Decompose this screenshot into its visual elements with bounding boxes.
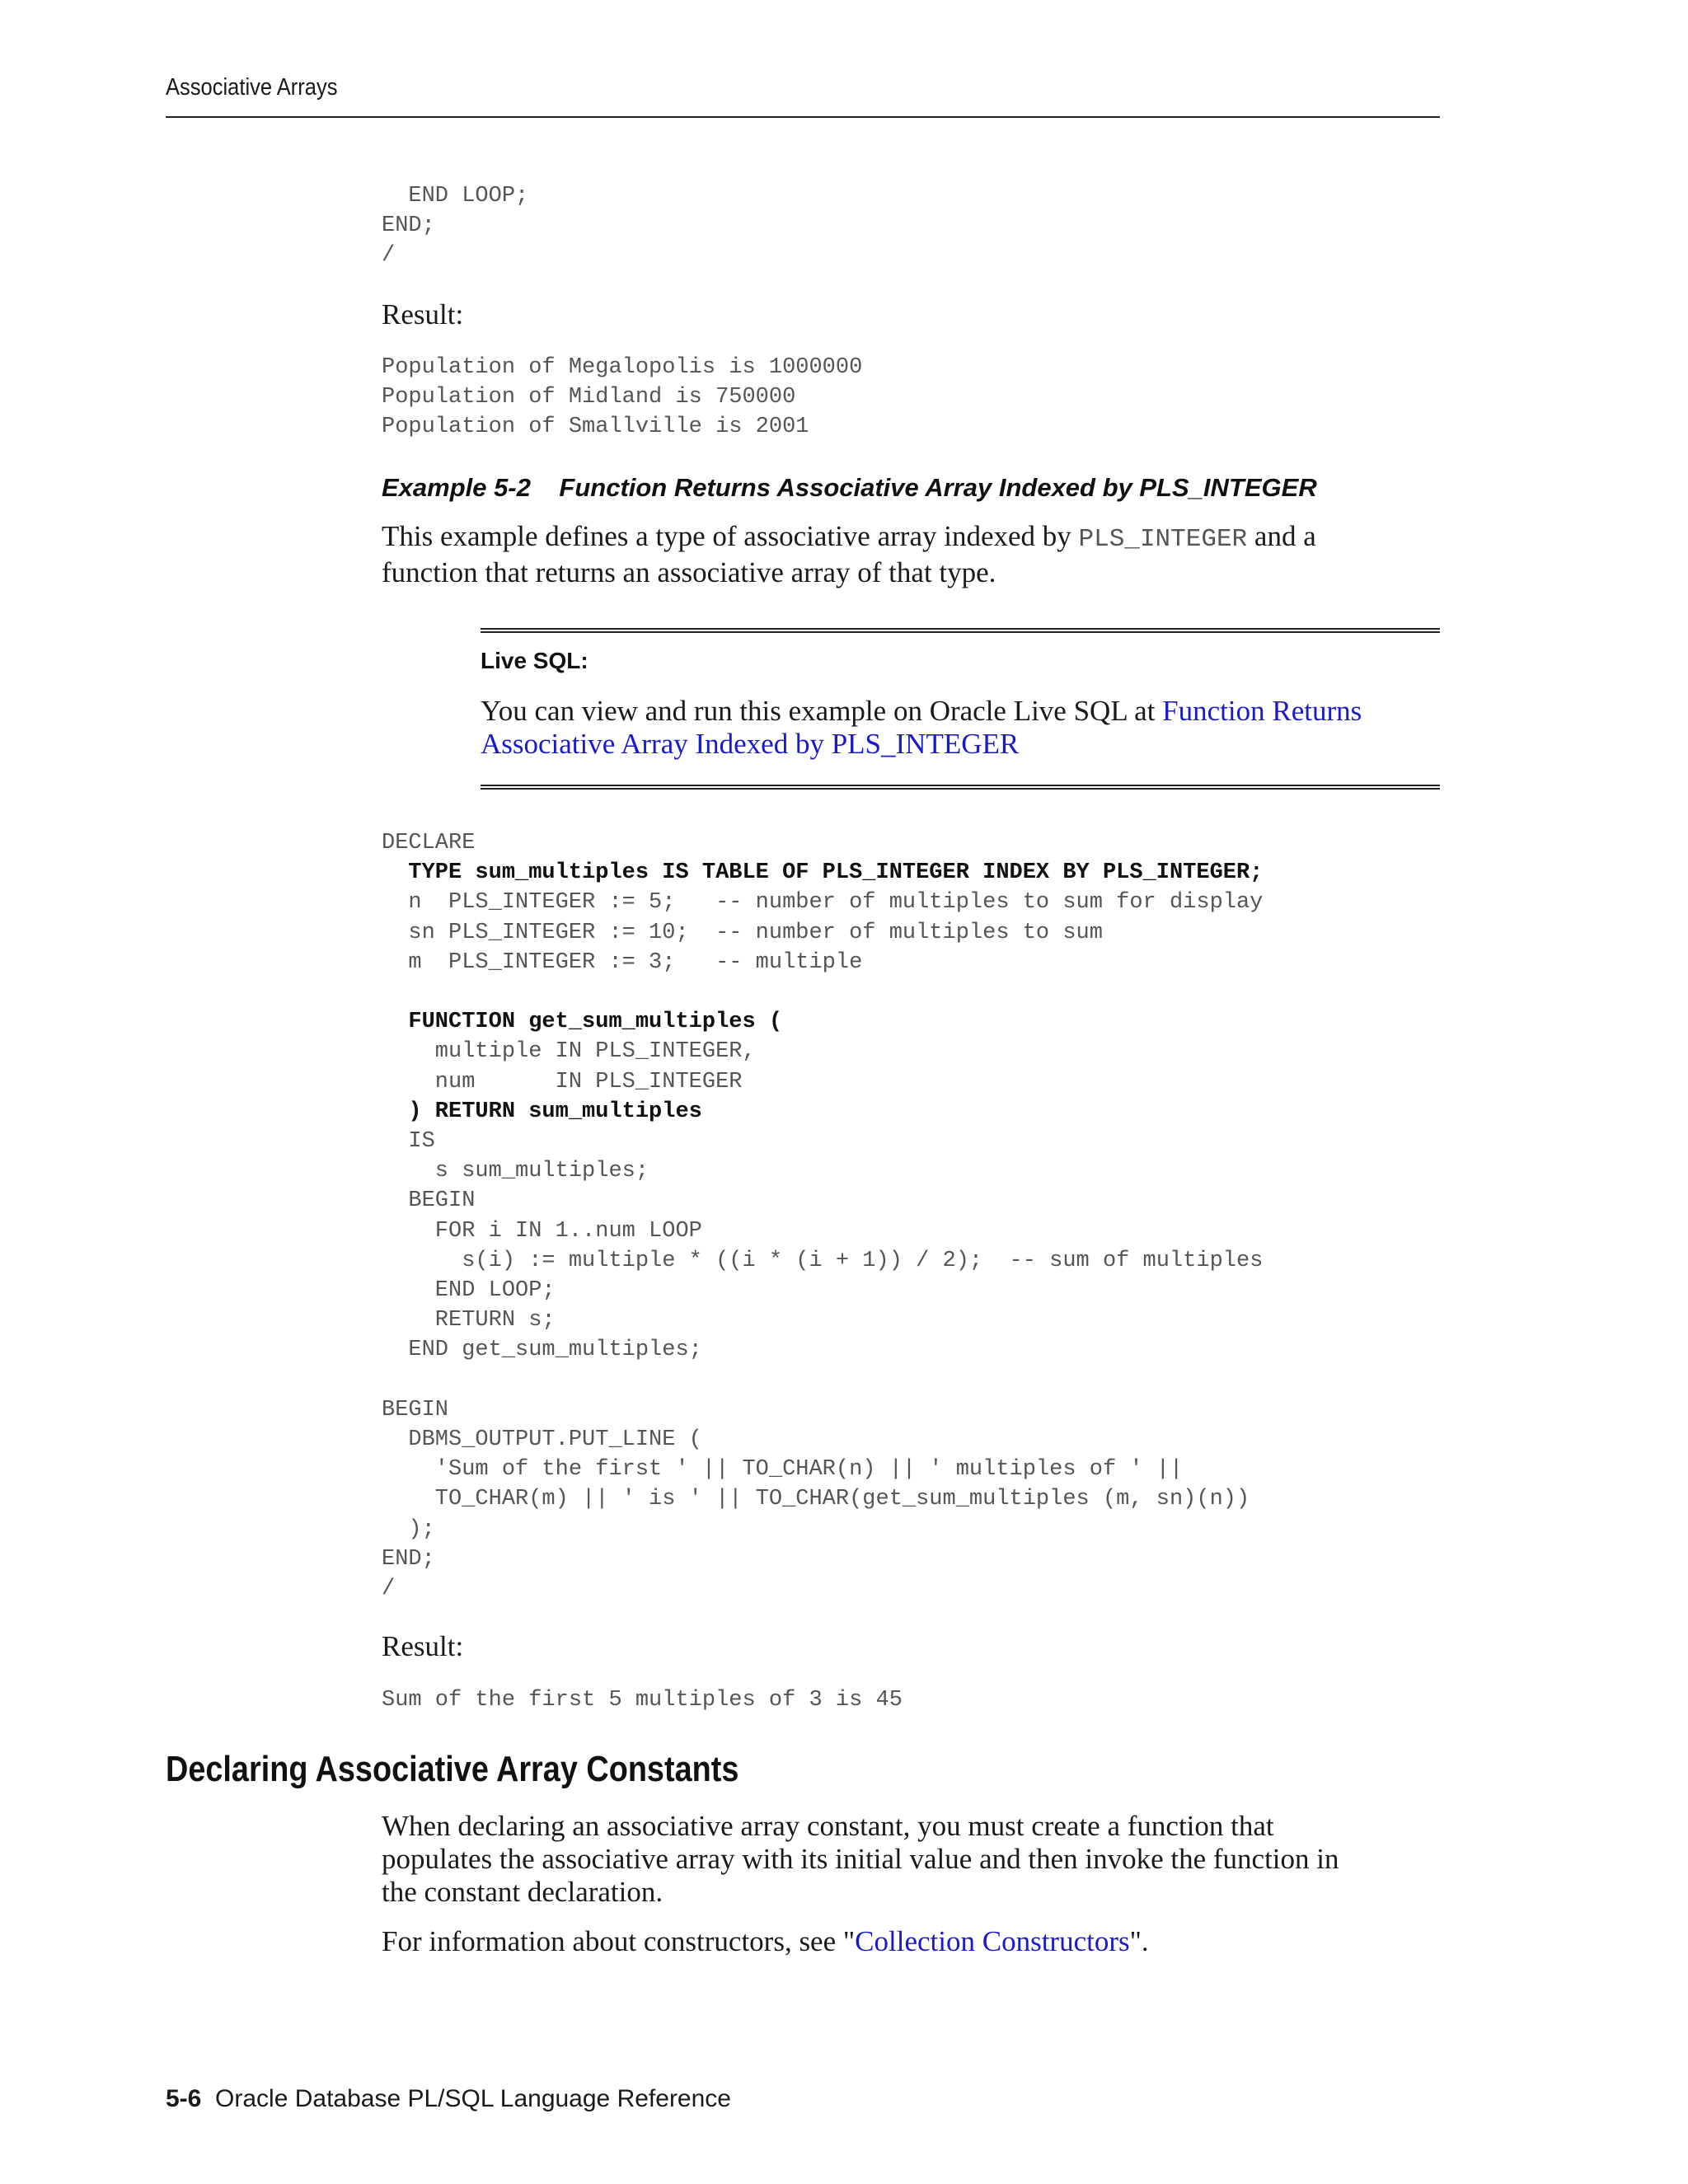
code-block-example: DECLARE TYPE sum_multiples IS TABLE OF PLS_INTEGER INDEX BY PLS_INTEGER; n PLS_INTEGER := 5; -- number of multiples to sum for display sn PLS_INTEGER := 10; -- number of multiples to sum m PLS_INTEGER := 3; -- multiple FUNCTION get_sum_multiples ( multiple IN PLS_INTEGER, num IN PLS_INTEGER ) RETURN sum_multiples IS s sum_multiples; BEGIN FOR i IN 1..num LOOP s(i) := multiple * ((i * (i + 1)) / 2); -- sum of multiples END LOOP; RETURN s; END get_sum_multiples; BEGIN DBMS_OUTPUT.PUT_LINE ( 'Sum of the first ' || TO_CHAR(n) || ' multiples of ' || TO_CHAR(m) || ' is ' || TO_CHAR(get_sum_multiples (m, sn)(n)) ); END; / bbox=[382, 831, 1264, 1602]
result-label: Result: bbox=[382, 298, 464, 330]
example-intro-line2: function that returns an associative array of that type. bbox=[382, 556, 996, 588]
section-paragraph-1: When declaring an associative array constant, you must create a function that populates the associative array with its initial value and then invoke the function in the constant declaration. bbox=[382, 1810, 1339, 1908]
book-title: Oracle Database PL/SQL Language Reference bbox=[215, 2085, 731, 2112]
header-rule bbox=[166, 116, 1440, 118]
section-paragraph-2: For information about constructors, see "Collection Constructors". bbox=[382, 1925, 1149, 1957]
result-output: Population of Megalopolis is 1000000 Population of Midland is 750000 Population of Smallville is 2001 bbox=[382, 355, 863, 440]
running-header: Associative Arrays bbox=[166, 74, 338, 101]
live-sql-link-continued[interactable]: Associative Array Indexed by PLS_INTEGER bbox=[481, 728, 1020, 760]
note-body: You can view and run this example on Oracle Live SQL at Function Returns Associative Array Indexed by PLS_INTEGER bbox=[481, 695, 1445, 761]
example-intro-line1: This example defines a type of associative array indexed by PLS_INTEGER and a bbox=[382, 520, 1316, 554]
page-footer bbox=[166, 2085, 731, 2113]
example-heading bbox=[382, 473, 1317, 503]
collection-constructors-link[interactable]: Collection Constructors bbox=[855, 1925, 1130, 1957]
example-number: Example 5-2 bbox=[382, 473, 531, 502]
example-title: Function Returns Associative Array Indexed by PLS_INTEGER bbox=[559, 473, 1317, 502]
result-output-2: Sum of the first 5 multiples of 3 is 45 bbox=[382, 1688, 903, 1713]
section-heading: Declaring Associative Array Constants bbox=[166, 1749, 739, 1789]
page-number: 5-6 bbox=[166, 2085, 202, 2112]
note-title: Live SQL: bbox=[481, 648, 588, 673]
live-sql-link[interactable]: Function Returns bbox=[1162, 695, 1362, 727]
example-intro bbox=[382, 520, 1445, 589]
inline-code: PLS_INTEGER bbox=[1078, 525, 1248, 554]
result-label-2: Result: bbox=[382, 1630, 464, 1662]
note-top-rule bbox=[481, 628, 1440, 633]
code-block-previous-tail: END LOOP; END; / bbox=[382, 184, 529, 269]
note-bottom-rule bbox=[481, 785, 1440, 790]
